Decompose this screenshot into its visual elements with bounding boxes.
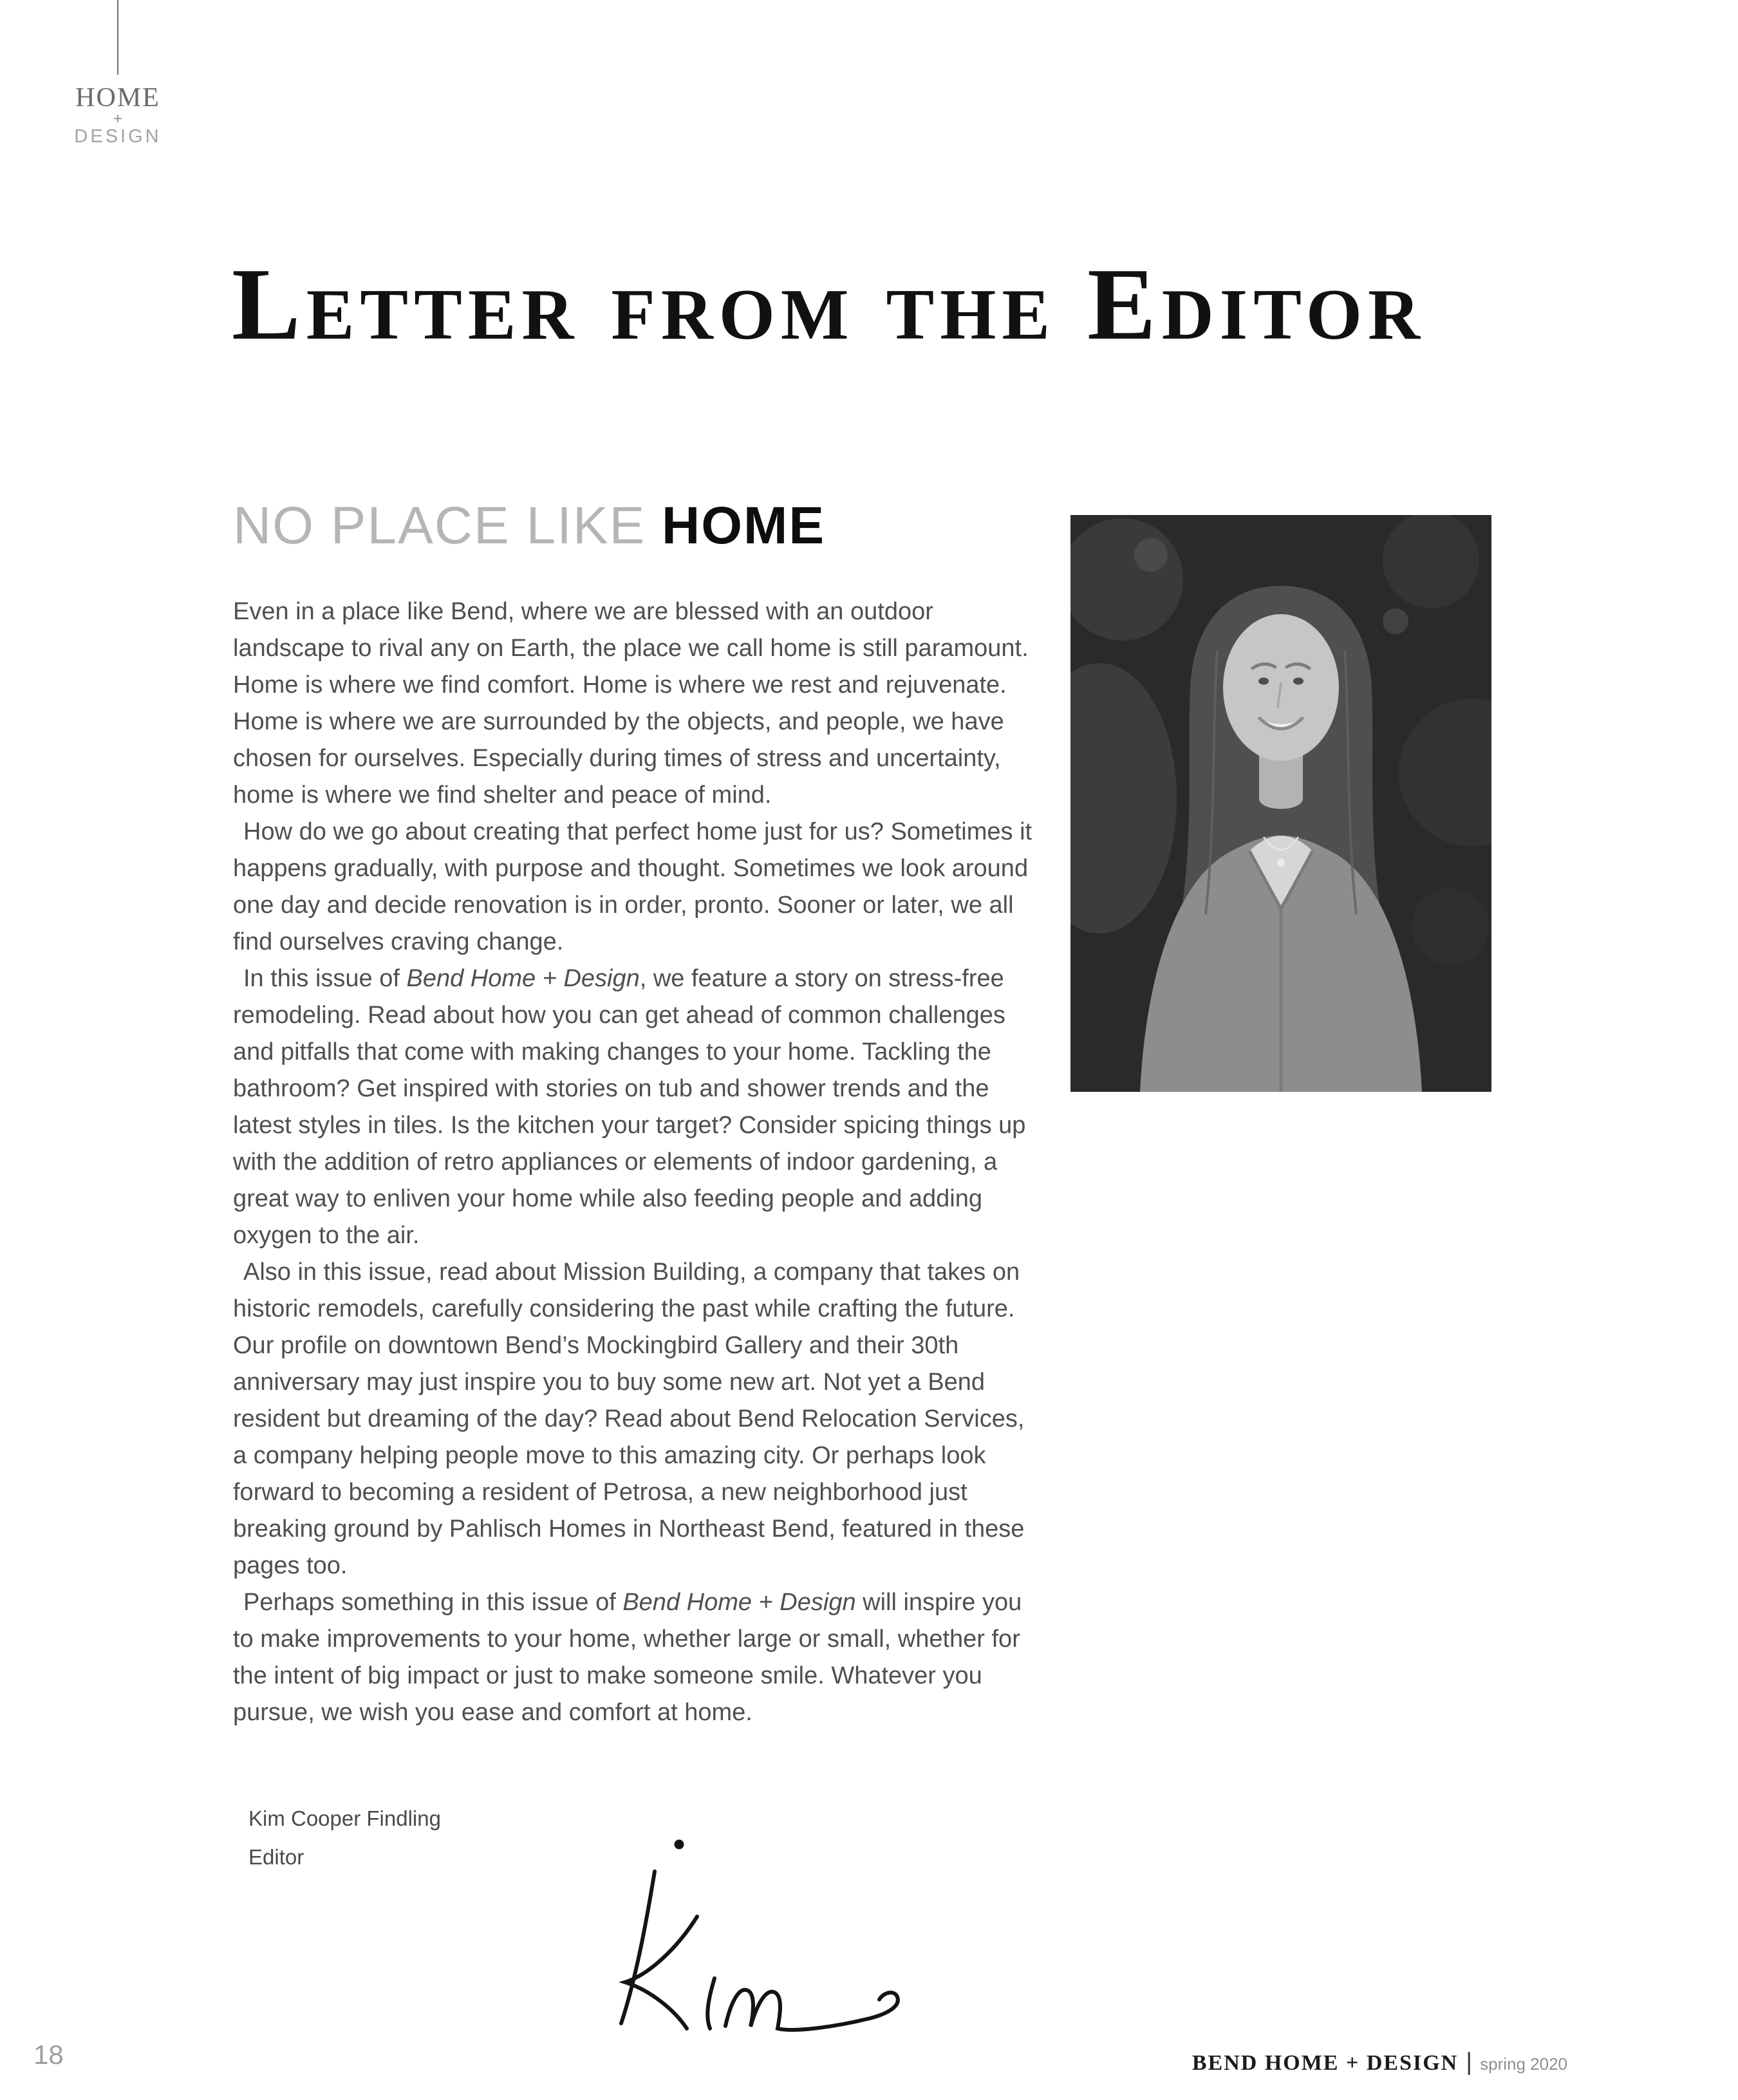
paragraph bbox=[233, 1584, 1034, 1731]
paragraph-segment: How do we go about creating that perfect home just for us? Sometimes it happens gradually, with purpose and thought. Sometimes we look around one day and decide renovation is in order, pronto. Sooner or later, we all find ourselves craving change. bbox=[233, 818, 1033, 955]
footer-brand-text: BEND HOME + DESIGN bbox=[1191, 2051, 1459, 2075]
paragraph-segment: will inspire you to make improvements to your home, whether large or small, whether for the intent of big impact or just to make someone smile. Whatever you pursue, we wish you ease and comfort at home. bbox=[233, 1589, 1022, 1726]
editor-portrait-photo bbox=[1070, 515, 1491, 1092]
paragraph bbox=[233, 594, 1034, 814]
footer-separator: | bbox=[1466, 2048, 1473, 2076]
footer-page-number: 18 bbox=[33, 2039, 64, 2070]
logo-home-text: HOME bbox=[75, 83, 160, 113]
logo-plus-text: + bbox=[113, 110, 122, 127]
paragraph bbox=[233, 814, 1034, 961]
footer-issue-text: spring 2020 bbox=[1480, 2054, 1567, 2074]
logo-design-text: DESIGN bbox=[74, 126, 162, 147]
article-kicker bbox=[233, 496, 825, 556]
signoff-block bbox=[248, 1799, 441, 1877]
paragraph-segment: Even in a place like Bend, where we are blessed with an outdoor landscape to rival any on Earth, the place we call home is still paramount. Home is where we find comfort. Home is where we rest and rejuvenate. Home is where we are surrounded by the objects, and people, we have chosen for ourselves. Especially during times of stress and uncertainty, home is where we find shelter and peace of mind. bbox=[233, 598, 1029, 809]
footer-publication-info bbox=[1192, 2048, 1567, 2076]
paragraph-segment: Perhaps something in this issue of bbox=[243, 1589, 623, 1616]
page-title: Letter from the Editor bbox=[232, 247, 1426, 361]
editor-signature bbox=[583, 1832, 924, 2041]
paragraph bbox=[233, 1254, 1034, 1584]
paragraph-segment: , we feature a story on stress-free remodeling. Read about how you can get ahead of common challenges and pitfalls that come with making changes to your home. Tackling the bathroom? Get inspired with stories on tub and shower trends and the latest styles in tiles. Is the kitchen your target? Consider spicing things up with the addition of retro appliances or elements of indoor gardening, a great way to enliven your home while also feeding people and adding oxygen to the air. bbox=[233, 965, 1026, 1249]
paragraph-segment: Also in this issue, read about Mission Building, a company that takes on historic remodels, carefully considering the past while crafting the future. Our profile on downtown Bend’s Mockingbird Gallery and their 30th anniversary may just inspire you to buy some new art. Not yet a Bend resident but dreaming of the day? Read about Bend Relocation Services, a company helping people move to this amazing city. Or perhaps look forward to becoming a resident of Petrosa, a new neighborhood just breaking ground by Pahlisch Homes in Northeast Bend, featured in these pages too. bbox=[233, 1259, 1025, 1579]
paragraph-italic-segment: Bend Home + Design bbox=[406, 965, 640, 992]
portrait-photo-illustration bbox=[1070, 515, 1491, 1092]
paragraph-italic-segment: Bend Home + Design bbox=[622, 1589, 856, 1616]
kicker-light-text: NO PLACE LIKE bbox=[233, 496, 646, 555]
signature-drawing bbox=[583, 1832, 924, 2041]
signoff-name: Kim Cooper Findling bbox=[248, 1806, 441, 1830]
article-body bbox=[233, 594, 1034, 1731]
paragraph bbox=[233, 961, 1034, 1254]
signoff-role: Editor bbox=[248, 1845, 304, 1869]
logo-vertical-rule bbox=[117, 0, 118, 75]
kicker-bold-text: HOME bbox=[662, 496, 826, 555]
brand-logo bbox=[70, 0, 166, 147]
paragraph-segment: In this issue of bbox=[243, 965, 407, 992]
